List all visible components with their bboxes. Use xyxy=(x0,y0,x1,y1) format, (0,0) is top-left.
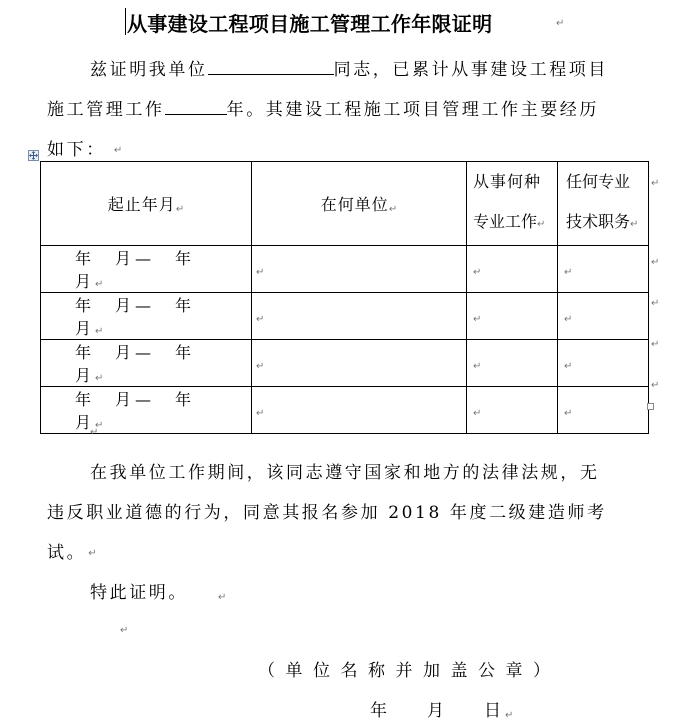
period-cell[interactable] xyxy=(41,246,252,293)
paragraph-mark-icon: ↵ xyxy=(90,427,99,438)
period-text: 年 月— 年 月 xyxy=(75,296,236,338)
header-cell-work[interactable] xyxy=(467,162,558,246)
period-text: 年 月— 年 月 xyxy=(75,390,236,432)
period-cell[interactable] xyxy=(41,387,252,434)
seal-line: （单位名称并加盖公章） xyxy=(258,661,561,681)
para2-line3 xyxy=(47,538,100,563)
closing-text: 特此证明。 xyxy=(90,583,188,603)
cell-mark-icon: ↵ xyxy=(630,219,639,230)
cell-mark-icon: ↵ xyxy=(175,204,185,215)
paragraph-mark-icon: ↵ xyxy=(120,625,129,636)
work-history-table xyxy=(40,161,649,434)
date-line xyxy=(370,696,516,721)
title-cell[interactable] xyxy=(558,387,649,434)
para2-line3-text: 试。 xyxy=(47,543,87,563)
title-cell[interactable] xyxy=(558,340,649,387)
para1-after-blank1: 同志，已累计从事建设工程项目 xyxy=(333,60,609,80)
header-work-line2: 专业工作 xyxy=(473,212,538,231)
table-row xyxy=(41,246,649,293)
cell-mark-icon: ↵ xyxy=(256,313,265,325)
unit-cell[interactable] xyxy=(252,293,467,340)
paragraph-mark-icon: ↵ xyxy=(505,710,516,721)
para1-after-blank2: 年。其建设工程施工项目管理工作主要经历 xyxy=(226,100,600,120)
cell-mark-icon: ↵ xyxy=(95,326,104,337)
cell-mark-icon: ↵ xyxy=(564,313,573,325)
date-text: 年 月 日 xyxy=(370,701,503,721)
page-title: 从事建设工程项目施工管理工作年限证明 xyxy=(127,12,493,36)
table-move-handle-icon[interactable] xyxy=(28,150,39,161)
row-end-mark-icon: ↵ xyxy=(651,178,660,189)
paragraph-mark-icon: ↵ xyxy=(88,548,100,559)
period-cell[interactable] xyxy=(41,340,252,387)
para1-intro: 兹证明我单位 xyxy=(90,60,208,80)
cell-mark-icon: ↵ xyxy=(473,313,482,325)
unit-cell[interactable] xyxy=(252,246,467,293)
para1-line3-text: 如下： xyxy=(47,140,106,160)
work-cell[interactable] xyxy=(467,246,558,293)
para1-line1 xyxy=(90,55,608,80)
row-end-mark-icon: ↵ xyxy=(651,257,660,268)
period-cell[interactable] xyxy=(41,293,252,340)
header-title-line2: 技术职务 xyxy=(566,212,631,231)
para2-line2: 违反职业道德的行为，同意其报名参加 2018 年度二级建造师考 xyxy=(47,503,607,523)
cell-mark-icon: ↵ xyxy=(256,407,265,419)
text-cursor xyxy=(125,8,126,35)
row-end-mark-icon: ↵ xyxy=(651,380,660,391)
work-cell[interactable] xyxy=(467,293,558,340)
table-resize-handle[interactable] xyxy=(647,403,654,410)
unit-cell[interactable] xyxy=(252,387,467,434)
period-text: 年 月— 年 月 xyxy=(75,249,236,291)
table-row xyxy=(41,387,649,434)
cell-mark-icon: ↵ xyxy=(564,266,573,278)
title-cell[interactable] xyxy=(558,293,649,340)
para1-line2-start: 施工管理工作 xyxy=(47,100,165,120)
period-text: 年 月— 年 月 xyxy=(75,343,236,385)
header-title-line2-wrap xyxy=(566,202,648,245)
cell-mark-icon: ↵ xyxy=(95,373,104,384)
years-blank[interactable] xyxy=(165,99,227,115)
closing-line xyxy=(90,578,229,603)
header-cell-unit[interactable] xyxy=(252,162,467,246)
cell-mark-icon: ↵ xyxy=(388,204,398,215)
paragraph-mark-icon: ↵ xyxy=(556,18,565,29)
cell-mark-icon: ↵ xyxy=(564,407,573,419)
header-title-line1: 任何专业 xyxy=(566,172,631,191)
header-unit: 在何单位 xyxy=(320,195,389,214)
table-row xyxy=(41,340,649,387)
cell-mark-icon: ↵ xyxy=(473,360,482,372)
para1-line3 xyxy=(47,135,125,160)
unit-cell[interactable] xyxy=(252,340,467,387)
table-header-row xyxy=(41,162,649,246)
cell-mark-icon: ↵ xyxy=(256,266,265,278)
header-work-line1: 从事何种 xyxy=(473,172,542,191)
title-cell[interactable] xyxy=(558,246,649,293)
table-row xyxy=(41,293,649,340)
cell-mark-icon: ↵ xyxy=(95,279,104,290)
work-cell[interactable] xyxy=(467,387,558,434)
header-period: 起止年月 xyxy=(107,195,176,214)
cell-mark-icon: ↵ xyxy=(473,407,482,419)
header-work-line2-wrap xyxy=(473,202,557,245)
row-end-mark-icon: ↵ xyxy=(651,298,660,309)
para1-line2 xyxy=(47,95,599,120)
cell-mark-icon: ↵ xyxy=(256,360,265,372)
para2-line1: 在我单位工作期间，该同志遵守国家和地方的法律法规，无 xyxy=(90,463,600,483)
paragraph-mark-icon: ↵ xyxy=(218,592,229,603)
cell-mark-icon: ↵ xyxy=(564,360,573,372)
header-cell-title[interactable] xyxy=(558,162,649,246)
row-end-mark-icon: ↵ xyxy=(651,339,660,350)
work-cell[interactable] xyxy=(467,340,558,387)
cell-mark-icon: ↵ xyxy=(537,219,546,230)
cell-mark-icon: ↵ xyxy=(95,420,104,431)
paragraph-mark-icon: ↵ xyxy=(113,145,125,156)
header-cell-period[interactable] xyxy=(41,162,252,246)
cell-mark-icon: ↵ xyxy=(473,266,482,278)
name-blank[interactable] xyxy=(208,59,334,75)
